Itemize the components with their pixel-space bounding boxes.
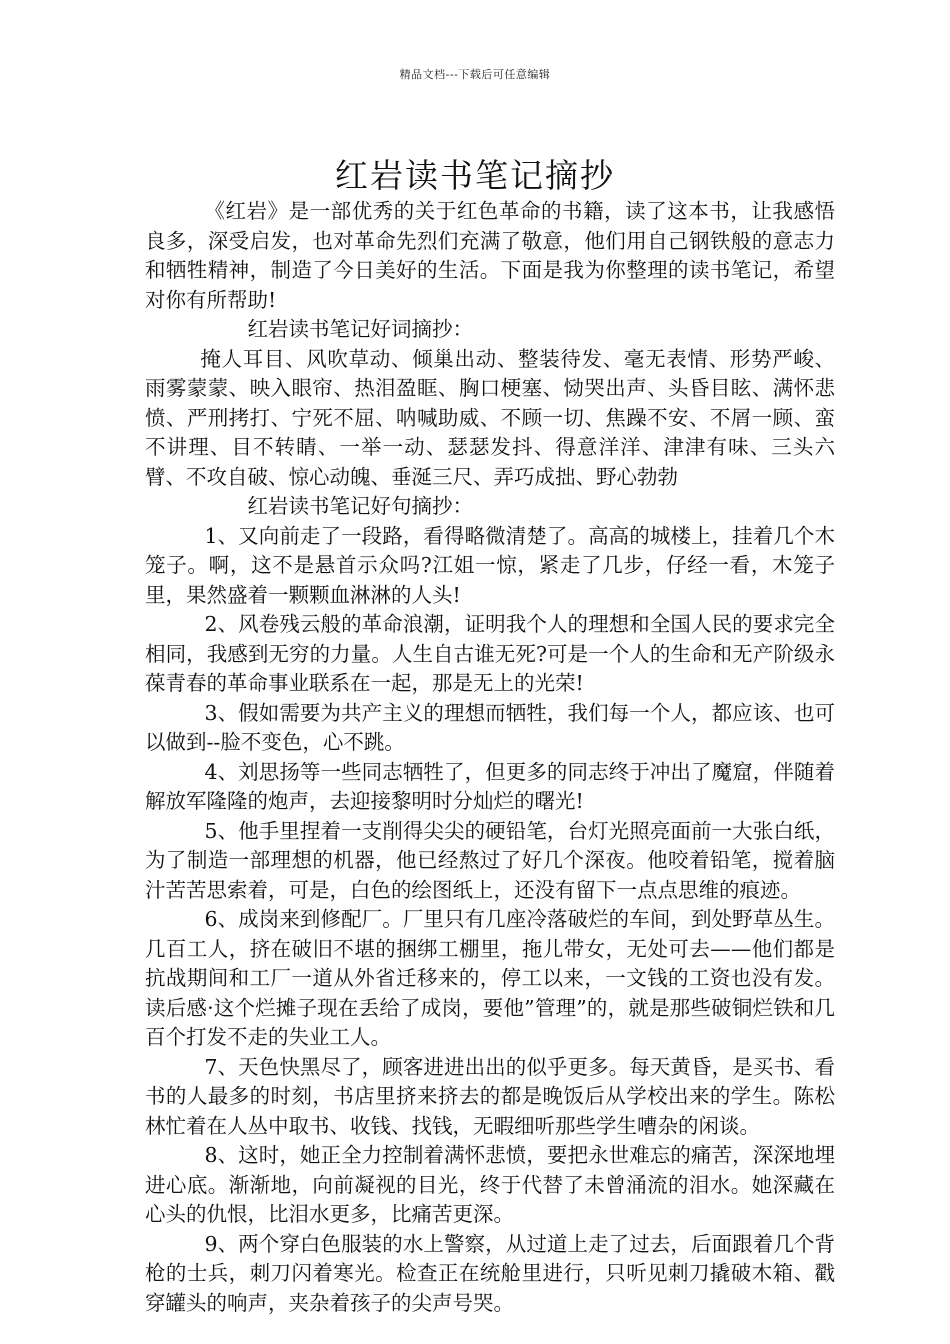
words-paragraph: 掩人耳目、风吹草动、倾巢出动、整装待发、毫无表情、形势严峻、雨雾蒙蒙、映入眼帘、热泪盈眶、胸口梗塞、恸哭出声、头昏目眩、满怀悲愤、严刑拷打、宁死不屈、呐喊助威、不顾一切、焦躁不安、不屑一顾、蛮不讲理、目不转睛、一举一动、瑟瑟发抖、得意洋洋、津津有味、三头六臂、不攻自破、惊心动魄、垂涎三尺、弄巧成拙、野心勃勃 [145, 346, 835, 489]
sentence-paragraph: 8、这时，她正全力控制着满怀悲愤，要把永世难忘的痛苦，深深地埋进心底。渐渐地，向前凝视的目光，终于代替了未曾涌流的泪水。她深藏在心头的仇恨，比泪水更多，比痛苦更深。 [145, 1143, 835, 1226]
sentence-paragraph: 6、成岗来到修配厂。厂里只有几座冷落破烂的车间，到处野草丛生。几百工人，挤在破旧不堪的捆绑工棚里，拖儿带女，无处可去——他们都是抗战期间和工厂一道从外省迁移来的，停工以来，一文钱的工资也没有发。读后感·这个烂摊子现在丢给了成岗，要他”管理”的，就是那些破铜烂铁和几百个打发不走的失业工人。 [145, 907, 835, 1049]
sentence-paragraph: 3、假如需要为共产主义的理想而牺牲，我们每一个人，都应该、也可以做到--脸不变色，心不跳。 [145, 700, 835, 754]
sentence-paragraph: 9、两个穿白色服装的水上警察，从过道上走了过去，后面跟着几个背枪的士兵，刺刀闪着寒光。检查正在统舱里进行，只听见刺刀撬破木箱、戳穿罐头的响声，夹杂着孩子的尖声号哭。 [145, 1231, 835, 1315]
document-body [145, 197, 835, 1318]
words-heading: 红岩读书笔记好词摘抄： [247, 317, 473, 341]
sentence-paragraph: 1、又向前走了一段路，看得略微清楚了。高高的城楼上，挂着几个木笼子。啊，这不是悬首示众吗?江姐一惊，紧走了几步，仔经一看，木笼子里，果然盛着一颗颗血淋淋的人头! [145, 523, 835, 607]
sentence-paragraph: 5、他手里捏着一支削得尖尖的硬铅笔，台灯光照亮面前一大张白纸，为了制造一部理想的机器，他已经熬过了好几个深夜。他咬着铅笔，搅着脑汁苦苦思索着，可是，白色的绘图纸上，还没有留下一点点思维的痕迹。 [145, 818, 835, 902]
sentence-paragraph: 4、刘思扬等一些同志牺牲了，但更多的同志终于冲出了魔窟，伴随着解放军隆隆的炮声，去迎接黎明时分灿烂的曙光! [145, 759, 835, 813]
document-title: 红岩读书笔记摘抄 [335, 156, 615, 196]
header-note: 精品文档---下载后可任意编辑 [399, 68, 551, 81]
sentence-paragraph: 2、风卷残云般的革命浪潮，证明我个人的理想和全国人民的要求完全相同，我感到无穷的力量。人生自古谁无死?可是一个人的生命和无产阶级永葆青春的革命事业联系在一起，那是无上的光荣! [145, 612, 835, 695]
intro-paragraph: 《红岩》是一部优秀的关于红色革命的书籍，读了这本书，让我感悟良多，深受启发，也对革命先烈们充满了敬意，他们用自己钢铁般的意志力和牺牲精神，制造了今日美好的生活。下面是我为你整理的读书笔记，希望对你有所帮助! [145, 199, 835, 312]
sentence-paragraph: 7、天色快黑尽了，顾客进进出出的似乎更多。每天黄昏，是买书、看书的人最多的时刻，书店里挤来挤去的都是晚饭后从学校出来的学生。陈松林忙着在人丛中取书、收钱、找钱，无暇细听那些学生嘈杂的闲谈。 [145, 1054, 835, 1138]
sentences-heading: 红岩读书笔记好句摘抄： [247, 494, 473, 518]
